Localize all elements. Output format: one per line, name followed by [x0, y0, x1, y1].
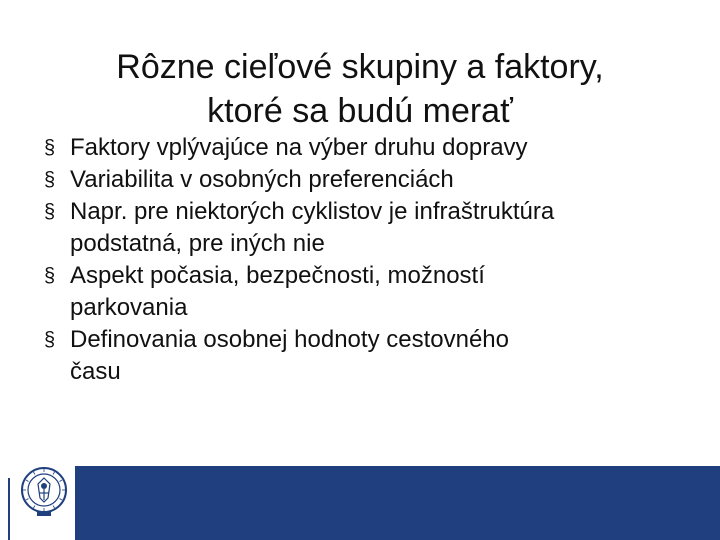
footer-left-rule: [8, 478, 10, 540]
bullet-item: [44, 324, 694, 388]
bullet-text: podstatná, pre iných nie: [70, 230, 325, 257]
bullet-item: [44, 132, 694, 164]
bullet-marker: §: [44, 169, 56, 191]
bullet-item: [44, 196, 694, 260]
university-seal-icon: [20, 462, 68, 536]
bullet-text: Aspekt počasia, bezpečnosti, možností: [70, 262, 485, 289]
title-line: Rôzne cieľové skupiny a faktory,: [116, 47, 604, 86]
bullet-text: Variabilita v osobných preferenciách: [70, 166, 454, 193]
bullet-marker: §: [44, 265, 56, 287]
bullet-text: Definovania osobnej hodnoty cestovného: [70, 326, 509, 353]
bullet-marker: §: [44, 329, 56, 351]
bullet-marker: §: [44, 201, 56, 223]
bullet-list: [44, 132, 694, 388]
bullet-marker: §: [44, 137, 56, 159]
title-line: ktoré sa budú merať: [207, 91, 513, 130]
footer-bar: [75, 466, 720, 540]
bullet-text: Faktory vplývajúce na výber druhu dopravy: [70, 134, 528, 161]
bullet-text: parkovania: [70, 294, 188, 321]
bullet-item: [44, 260, 694, 324]
slide-title: [40, 45, 680, 133]
bullet-text: času: [70, 358, 121, 385]
bullet-text: Napr. pre niektorých cyklistov je infraštruktúra: [70, 198, 555, 225]
bullet-item: [44, 164, 694, 196]
